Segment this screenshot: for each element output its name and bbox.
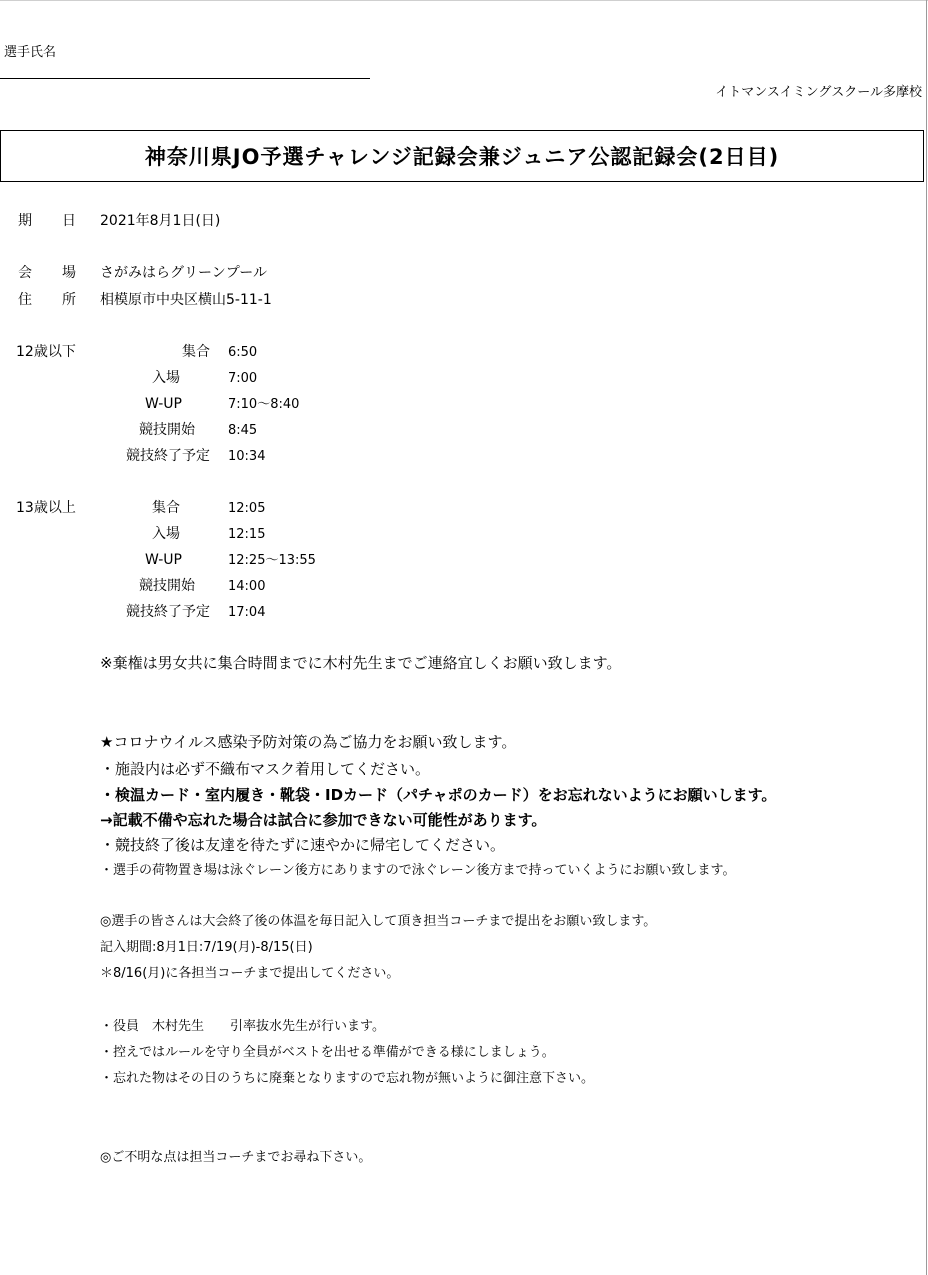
title-box (0, 130, 924, 182)
athlete-name-underline (0, 78, 370, 79)
venue-label-a: 会 (18, 265, 32, 281)
under12-assembly-label: 集合 (182, 344, 210, 360)
date-label-b: 日 (62, 213, 76, 229)
over13-entry-label: 入場 (152, 526, 180, 542)
over13-warmup-label: W-UP (144, 552, 182, 568)
lost-items-note: ・忘れた物はその日のうちに廃棄となりますので忘れ物が無いように御注意下さい。 (100, 1071, 595, 1086)
waiting-area-note: ・控えではルールを守り全員がベストを出せる準備ができる様にしましょう。 (100, 1045, 555, 1060)
over13-end-time: 17:04 (228, 605, 266, 620)
under12-entry-label: 入場 (152, 370, 180, 386)
date-value: 2021年8月1日(日) (100, 213, 221, 229)
over13-end-label: 競技終了予定 (126, 604, 210, 620)
corona-heading: ★コロナウイルス感染予防対策の為ご協力をお願い致します。 (100, 733, 517, 751)
go-home-note: ・競技終了後は友達を待たずに速やかに帰宅してください。 (100, 836, 506, 854)
staff-note: ・役員 木村先生 引率抜水先生が行います。 (100, 1019, 385, 1034)
over13-warmup-time: 12:25～13:55 (228, 553, 316, 568)
submission-note: ＊8/16(月)に各担当コーチまで提出してください。 (100, 966, 400, 981)
under12-warmup-time: 7:10～8:40 (228, 397, 300, 412)
group-over13-label: 13歳以上 (16, 500, 76, 516)
withdraw-note: ※棄権は男女共に集合時間までに木村先生までご連絡宜しくお願い致します。 (100, 654, 622, 672)
under12-warmup-label: W-UP (144, 396, 182, 412)
page-top-border (0, 0, 928, 1)
document-title: 神奈川県JO予選チャレンジ記録会兼ジュニア公認記録会(2日目) (144, 145, 780, 169)
date-label-a: 期 (18, 213, 32, 229)
venue-label-b: 場 (62, 265, 76, 281)
mask-note: ・施設内は必ず不織布マスク着用してください。 (100, 760, 431, 778)
over13-entry-time: 12:15 (228, 527, 266, 542)
recording-period: 記入期間:8月1日:7/19(月)-8/15(日) (100, 940, 313, 955)
group-under12-label: 12歳以下 (16, 344, 76, 360)
venue-value: さがみはらグリーンプール (100, 265, 268, 281)
address-label (18, 293, 76, 307)
athlete-name-label: 選手氏名 (4, 45, 57, 60)
over13-assembly-label: 集合 (152, 500, 180, 516)
over13-start-label: 競技開始 (139, 578, 195, 594)
under12-assembly-time: 6:50 (228, 345, 258, 360)
school-name: イトマンスイミングスクール多摩校 (715, 85, 922, 100)
under12-start-time: 8:45 (228, 423, 258, 438)
date-label (18, 214, 76, 228)
under12-start-label: 競技開始 (139, 422, 195, 438)
page-right-border (926, 0, 927, 1275)
venue-label (18, 266, 76, 280)
temperature-note: ◎選手の皆さんは大会終了後の体温を毎日記入して頂き担当コーチまで提出をお願い致します。 (100, 914, 657, 929)
under12-end-time: 10:34 (228, 449, 266, 464)
over13-assembly-time: 12:05 (228, 501, 266, 516)
required-items-note: ・検温カード・室内履き・靴袋・IDカード（パチャポのカード）をお忘れないようにお願いします。 (100, 786, 777, 804)
address-label-b: 所 (62, 292, 76, 308)
contact-note: ◎ご不明な点は担当コーチまでお尋ね下さい。 (100, 1150, 372, 1165)
under12-end-label: 競技終了予定 (126, 448, 210, 464)
over13-start-time: 14:00 (228, 579, 266, 594)
address-label-a: 住 (18, 292, 32, 308)
address-value: 相模原市中央区横山5-11-1 (100, 292, 272, 308)
participation-warning: →記載不備や忘れた場合は試合に参加できない可能性があります。 (100, 811, 547, 829)
luggage-note: ・選手の荷物置き場は泳ぐレーン後方にありますので泳ぐレーン後方まで持っていくようにお願い致します。 (100, 863, 736, 878)
under12-entry-time: 7:00 (228, 371, 258, 386)
